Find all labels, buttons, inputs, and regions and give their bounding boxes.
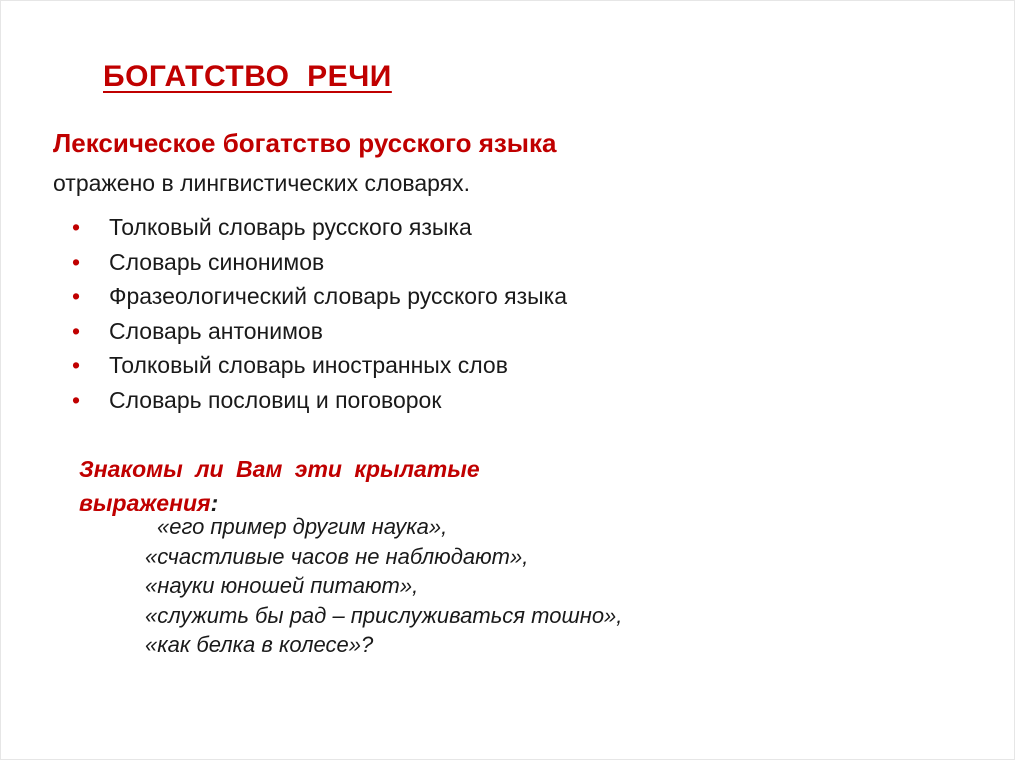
bullet-icon: • [72,352,81,378]
list-item-text: Словарь пословиц и поговорок [109,386,442,413]
bullet-icon: • [72,248,81,275]
list-item-text: Фразеологический словарь русского языка [109,283,568,309]
bullet-icon: • [72,317,81,344]
bullet-icon: • [72,283,81,309]
quote-line: «счастливые часов не наблюдают», [145,543,529,569]
quote-line: «науки юношей питают», [145,573,419,598]
slide-title: БОГАТСТВО РЕЧИ [103,60,392,93]
quote-line: «служить бы рад – прислуживаться тошно», [145,602,623,628]
bullet-icon: • [72,214,81,240]
question-colon: : [210,490,219,516]
list-item-text: Толковый словарь иностранных слов [109,352,508,378]
list-item-text: Толковый словарь русского языка [109,214,472,240]
quote-list [145,514,622,662]
list-item-text: Словарь антонимов [109,317,323,344]
subtitle-line2: отражено в лингвистических словарях. [53,170,471,196]
quote-line: «его пример другим наука», [157,514,448,539]
subtitle: Лексическое богатство русского языка [53,128,557,158]
list-item-text: Словарь синонимов [109,248,325,275]
bullet-icon: • [72,386,81,413]
quote-line: «как белка в колесе»? [145,632,374,657]
question-text: Знакомы ли Вам эти крылатые выражения [79,456,480,516]
question-heading [79,452,599,520]
